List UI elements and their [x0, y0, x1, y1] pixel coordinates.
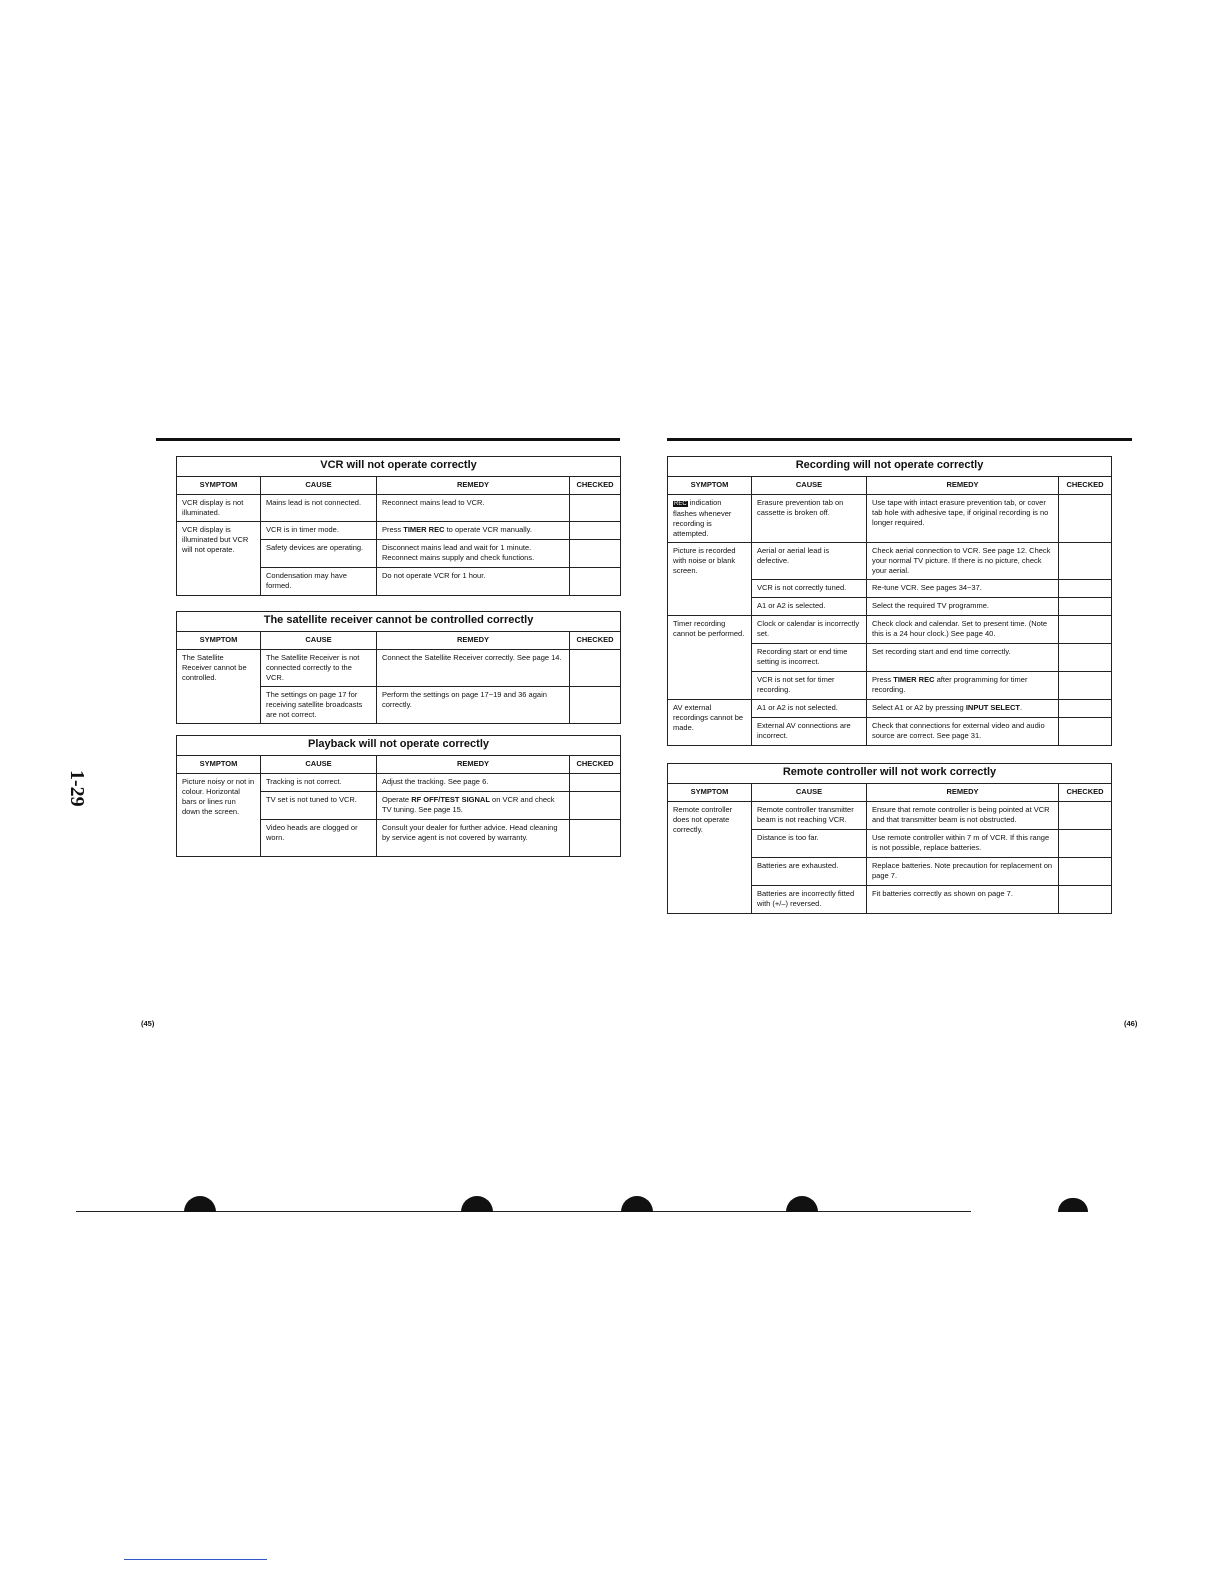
rec-indicator-icon: REC: [674, 501, 687, 507]
table-title: The satellite receiver cannot be controlled correctly: [177, 612, 621, 632]
remedy-cell: Replace batteries. Note precaution for replacement on page 7.: [867, 858, 1059, 886]
satellite-receiver-table: [176, 611, 621, 724]
page-number-left: (45): [141, 1019, 155, 1028]
cause-cell: Batteries are exhausted.: [752, 858, 867, 886]
recording-table: [667, 456, 1112, 746]
cause-cell: Distance is too far.: [752, 830, 867, 858]
cause-cell: Remote controller transmitter beam is not reaching VCR.: [752, 802, 867, 830]
binding-mark: [461, 1196, 493, 1212]
remedy-cell: Select A1 or A2 by pressing INPUT SELECT.: [867, 700, 1059, 718]
symptom-header: SYMPTOM: [177, 477, 261, 495]
right-top-rule: [667, 438, 1132, 441]
remedy-cell: Press TIMER REC to operate VCR manually.: [377, 522, 570, 540]
table-title: Recording will not operate correctly: [668, 457, 1112, 477]
remedy-cell: Check clock and calendar. Set to present time. (Note this is a 24 hour clock.) See page 40.: [867, 616, 1059, 644]
checked-header: CHECKED: [1059, 477, 1112, 495]
cause-cell: Mains lead is not connected.: [261, 495, 377, 522]
symptom-header: SYMPTOM: [177, 632, 261, 650]
remedy-cell: Fit batteries correctly as shown on page 7.: [867, 886, 1059, 914]
checked-cell[interactable]: [570, 495, 621, 522]
symptom-header: SYMPTOM: [668, 477, 752, 495]
checked-header: CHECKED: [570, 477, 621, 495]
symptom-cell: Picture is recorded with noise or blank screen.: [668, 543, 752, 616]
checked-cell[interactable]: [570, 568, 621, 596]
checked-cell[interactable]: [1059, 672, 1112, 700]
remedy-cell: Operate RF OFF/TEST SIGNAL on VCR and check TV tuning. See page 15.: [377, 792, 570, 820]
binding-mark: [1058, 1198, 1088, 1212]
binding-mark: [184, 1196, 216, 1212]
remedy-cell: Re-tune VCR. See pages 34~37.: [867, 580, 1059, 598]
table-title: VCR will not operate correctly: [177, 457, 621, 477]
checked-cell[interactable]: [570, 820, 621, 857]
checked-cell[interactable]: [1059, 718, 1112, 746]
remedy-header: REMEDY: [867, 477, 1059, 495]
cause-cell: Safety devices are operating.: [261, 540, 377, 568]
cause-cell: The settings on page 17 for receiving satellite broadcasts are not correct.: [261, 687, 377, 724]
checked-cell[interactable]: [1059, 543, 1112, 580]
table-title: Remote controller will not work correctly: [668, 764, 1112, 784]
checked-cell[interactable]: [570, 774, 621, 792]
cause-header: CAUSE: [261, 632, 377, 650]
remedy-cell: Set recording start and end time correctly.: [867, 644, 1059, 672]
cause-cell: Video heads are clogged or worn.: [261, 820, 377, 857]
symptom-cell: REC indication flashes whenever recording is attempted.: [668, 495, 752, 543]
remedy-cell: Consult your dealer for further advice. Head cleaning by service agent is not covered by warranty.: [377, 820, 570, 857]
checked-header: CHECKED: [570, 632, 621, 650]
remedy-cell: Use remote controller within 7 m of VCR. If this range is not possible, replace batteries.: [867, 830, 1059, 858]
remedy-cell: Do not operate VCR for 1 hour.: [377, 568, 570, 596]
cause-header: CAUSE: [752, 477, 867, 495]
remedy-header: REMEDY: [377, 756, 570, 774]
symptom-header: SYMPTOM: [668, 784, 752, 802]
cause-cell: External AV connections are incorrect.: [752, 718, 867, 746]
symptom-cell: VCR display is illuminated but VCR will not operate.: [177, 522, 261, 596]
remedy-cell: Check aerial connection to VCR. See page 12. Check your normal TV picture. If there is no picture, check your aerial.: [867, 543, 1059, 580]
remedy-header: REMEDY: [377, 632, 570, 650]
checked-cell[interactable]: [570, 540, 621, 568]
symptom-cell: The Satellite Receiver cannot be controlled.: [177, 650, 261, 724]
cause-cell: A1 or A2 is selected.: [752, 598, 867, 616]
checked-cell[interactable]: [1059, 598, 1112, 616]
remedy-cell: Use tape with intact erasure prevention tab, or cover tab hole with adhesive tape, if original recording is no longer required.: [867, 495, 1059, 543]
remedy-cell: Press TIMER REC after programming for timer recording.: [867, 672, 1059, 700]
checked-cell[interactable]: [570, 792, 621, 820]
checked-cell[interactable]: [1059, 802, 1112, 830]
left-top-rule: [156, 438, 620, 441]
remedy-cell: Connect the Satellite Receiver correctly. See page 14.: [377, 650, 570, 687]
cause-cell: Clock or calendar is incorrectly set.: [752, 616, 867, 644]
vcr-not-operate-table: [176, 456, 621, 596]
checked-cell[interactable]: [1059, 644, 1112, 672]
checked-cell[interactable]: [1059, 580, 1112, 598]
table-title: Playback will not operate correctly: [177, 736, 621, 756]
binding-mark: [621, 1196, 653, 1212]
checked-cell[interactable]: [570, 687, 621, 724]
cause-cell: Recording start or end time setting is incorrect.: [752, 644, 867, 672]
checked-cell[interactable]: [1059, 700, 1112, 718]
cause-cell: VCR is in timer mode.: [261, 522, 377, 540]
remote-controller-table: [667, 763, 1112, 914]
remedy-cell: Ensure that remote controller is being pointed at VCR and that transmitter beam is not obstructed.: [867, 802, 1059, 830]
remedy-cell: Reconnect mains lead to VCR.: [377, 495, 570, 522]
cause-cell: TV set is not tuned to VCR.: [261, 792, 377, 820]
checked-cell[interactable]: [1059, 886, 1112, 914]
symptom-cell: VCR display is not illuminated.: [177, 495, 261, 522]
cause-cell: Condensation may have formed.: [261, 568, 377, 596]
side-page-label: 1-29: [66, 770, 88, 807]
symptom-cell: Timer recording cannot be performed.: [668, 616, 752, 700]
symptom-header: SYMPTOM: [177, 756, 261, 774]
page-number-right: (46): [1124, 1019, 1138, 1028]
cause-header: CAUSE: [752, 784, 867, 802]
cause-cell: Aerial or aerial lead is defective.: [752, 543, 867, 580]
cause-cell: Tracking is not correct.: [261, 774, 377, 792]
binding-mark: [786, 1196, 818, 1212]
checked-cell[interactable]: [1059, 830, 1112, 858]
checked-cell[interactable]: [570, 522, 621, 540]
checked-header: CHECKED: [570, 756, 621, 774]
playback-table: [176, 735, 621, 857]
checked-cell[interactable]: [570, 650, 621, 687]
cause-cell: Erasure prevention tab on cassette is broken off.: [752, 495, 867, 543]
checked-cell[interactable]: [1059, 858, 1112, 886]
remedy-header: REMEDY: [867, 784, 1059, 802]
checked-cell[interactable]: [1059, 616, 1112, 644]
symptom-cell: Remote controller does not operate correctly.: [668, 802, 752, 914]
remedy-cell: Perform the settings on page 17~19 and 36 again correctly.: [377, 687, 570, 724]
cause-header: CAUSE: [261, 756, 377, 774]
remedy-cell: Check that connections for external video and audio source are correct. See page 31.: [867, 718, 1059, 746]
checked-header: CHECKED: [1059, 784, 1112, 802]
cause-cell: VCR is not correctly tuned.: [752, 580, 867, 598]
remedy-cell: Disconnect mains lead and wait for 1 minute. Reconnect mains supply and check functions.: [377, 540, 570, 568]
cause-cell: Batteries are incorrectly fitted with (+/–) reversed.: [752, 886, 867, 914]
symptom-cell: Picture noisy or not in colour. Horizontal bars or lines run down the screen.: [177, 774, 261, 857]
checked-cell[interactable]: [1059, 495, 1112, 543]
cause-header: CAUSE: [261, 477, 377, 495]
cause-cell: The Satellite Receiver is not connected correctly to the VCR.: [261, 650, 377, 687]
bottom-blue-rule: [124, 1559, 267, 1560]
symptom-cell: AV external recordings cannot be made.: [668, 700, 752, 746]
remedy-cell: Adjust the tracking. See page 6.: [377, 774, 570, 792]
cause-cell: VCR is not set for timer recording.: [752, 672, 867, 700]
remedy-cell: Select the required TV programme.: [867, 598, 1059, 616]
cause-cell: A1 or A2 is not selected.: [752, 700, 867, 718]
remedy-header: REMEDY: [377, 477, 570, 495]
